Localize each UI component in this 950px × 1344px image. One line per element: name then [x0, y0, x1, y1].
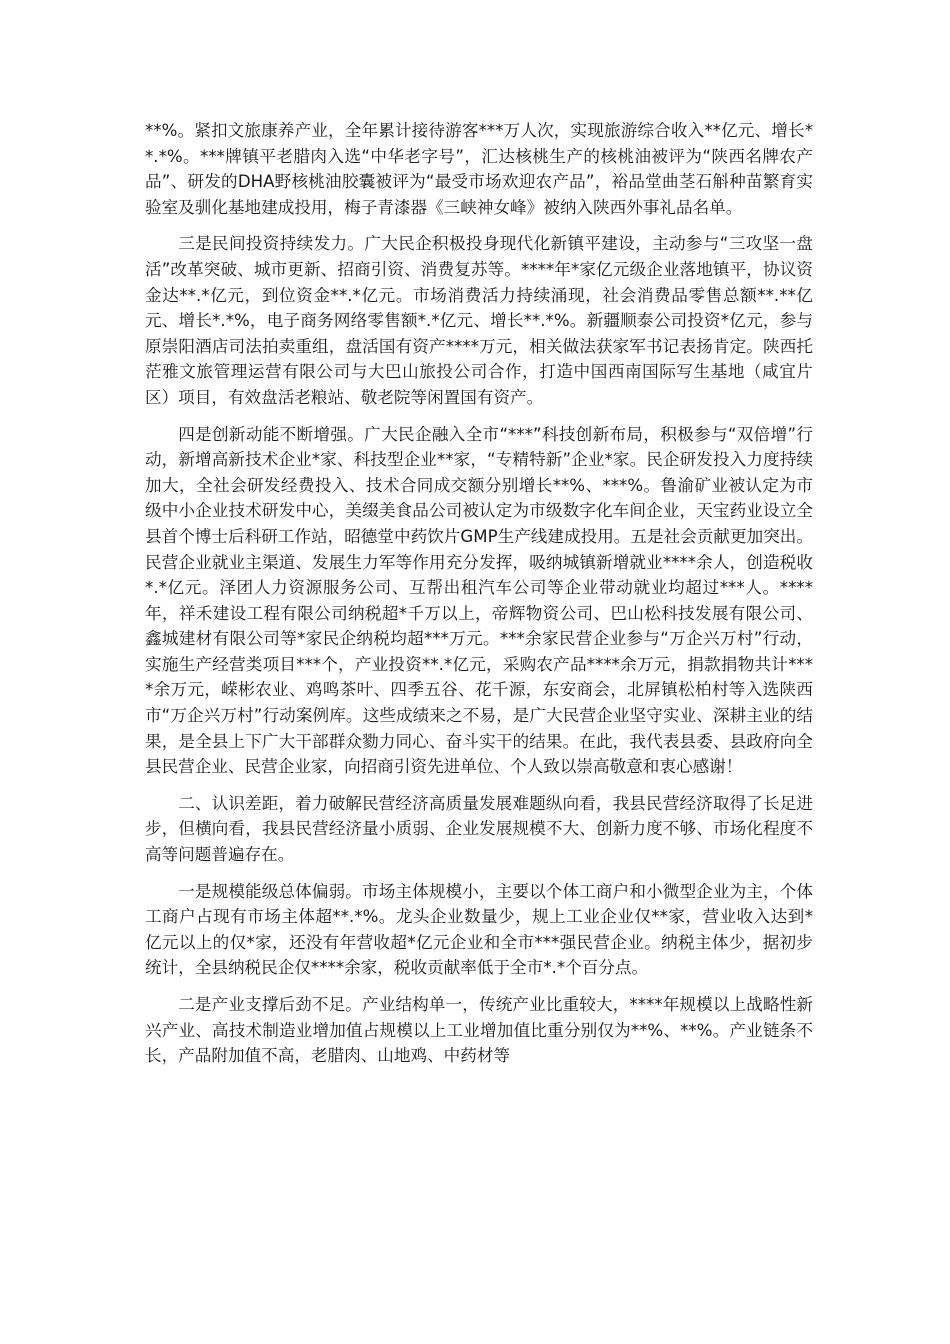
- paragraph-tourism-results: **%。紧扣文旅康养产业，全年累计接待游客***万人次，实现旅游综合收入**亿元、增长**.*%。***牌镇平老腊肉入选“中华老字号”，汇达核桃生产的核桃油被评为“陕西名牌农产品”、研发的DHA野核桃油胶囊被评为“最受市场欢迎农产品”，裕品堂曲茎石斛种苗繁育实验室及驯化基地建成投用，梅子青漆器《三峡神女峰》被纳入陕西外事礼品名单。: [145, 121, 813, 217]
- paragraph-recognize-gaps: 二、认识差距，着力破解民营经济高质量发展难题纵向看，我县民营经济取得了长足进步，但横向看，我县民营经济量小质弱、企业发展规模不大、创新力度不够、市场化程度不高等问题普遍存在。: [145, 793, 813, 865]
- paragraph-industry-support: 二是产业支撑后劲不足。产业结构单一，传统产业比重较大，****年规模以上战略性新兴产业、高技术制造业增加值占规模以上工业增加值比重分别仅为**%、**%。产业链条不长，产品附加值不高，老腊肉、山地鸡、中药材等: [145, 995, 813, 1066]
- paragraph-private-investment: 三是民间投资持续发力。广大民企积极投身现代化新镇平建设，主动参与“三攻坚一盘活”改革突破、城市更新、招商引资、消费复苏等。****年*家亿元级企业落地镇平，协议资金达**.*亿元，到位资金**.*亿元。市场消费活力持续涌现，社会消费品零售总额**.**亿元、增长*.*%，电子商务网络零售额*.*亿元、增长**.*%。新疆顺泰公司投资*亿元，参与原崇阳酒店司法拍卖重组，盘活国有资产****万元，相关做法获家军书记表扬肯定。陕西托茫雅文旅管理运营有限公司与大巴山旅投公司合作，打造中国西南国际写生基地（咸宜片区）项目，有效盘活老粮站、敬老院等闲置国有资产。: [145, 234, 813, 407]
- document-page: [145, 118, 813, 1080]
- paragraph-innovation-momentum: 四是创新动能不断增强。广大民企融入全市“***”科技创新布局，积极参与“双倍增”行动，新增高新技术企业*家、科技型企业**家，“专精特新”企业*家。民企研发投入力度持续加大，全社会研发经费投入、技术合同成交额分别增长**%、***%。鲁渝矿业被认定为市级中小企业技术研发中心，美缀美食品公司被认定为市级数字化车间企业，天宝药业设立全县首个博士后科研工作站，昭德堂中药饮片GMP生产线建成投用。五是社会贡献更加突出。民营企业就业主渠道、发展生力军等作用充分发挥，吸纳城镇新增就业****余人，创造税收*.*亿元。泽团人力资源服务公司、互帮出租汽车公司等企业带动就业均超过***人。****年，祥禾建设工程有限公司纳税超*千万以上，帝辉物资公司、巴山松科技发展有限公司、鑫城建材有限公司等*家民企纳税均超***万元。***余家民营企业参与“万企兴万村”行动，实施生产经营类项目***个，产业投资**.*亿元，采购农产品****余万元，捐款捐物共计****余万元，嵘彬农业、鸡鸣茶叶、四季五谷、花千源，东安商会，北屏镇松柏村等入选陕西市“万企兴万村”行动案例库。这些成绩来之不易，是广大民营企业坚守实业、深耕主业的结果，是全县上下广大干部群众勠力同心、奋斗实干的结果。在此，我代表县委、县政府向全县民营企业、民营企业家，向招商引资先进单位、个人致以崇高敬意和衷心感谢！: [145, 424, 813, 777]
- paragraph-scale-weak: 一是规模能级总体偏弱。市场主体规模小，主要以个体工商户和小微型企业为主，个体工商户占现有市场主体超**.*%。龙头企业数量少，规上工业企业仅**家，营业收入达到*亿元以上的仅*家，还没有年营收超*亿元企业和全市***强民营企业。纳税主体少，据初步统计，全县纳税民企仅****余家，税收贡献率低于全市*.*个百分点。: [145, 881, 813, 978]
